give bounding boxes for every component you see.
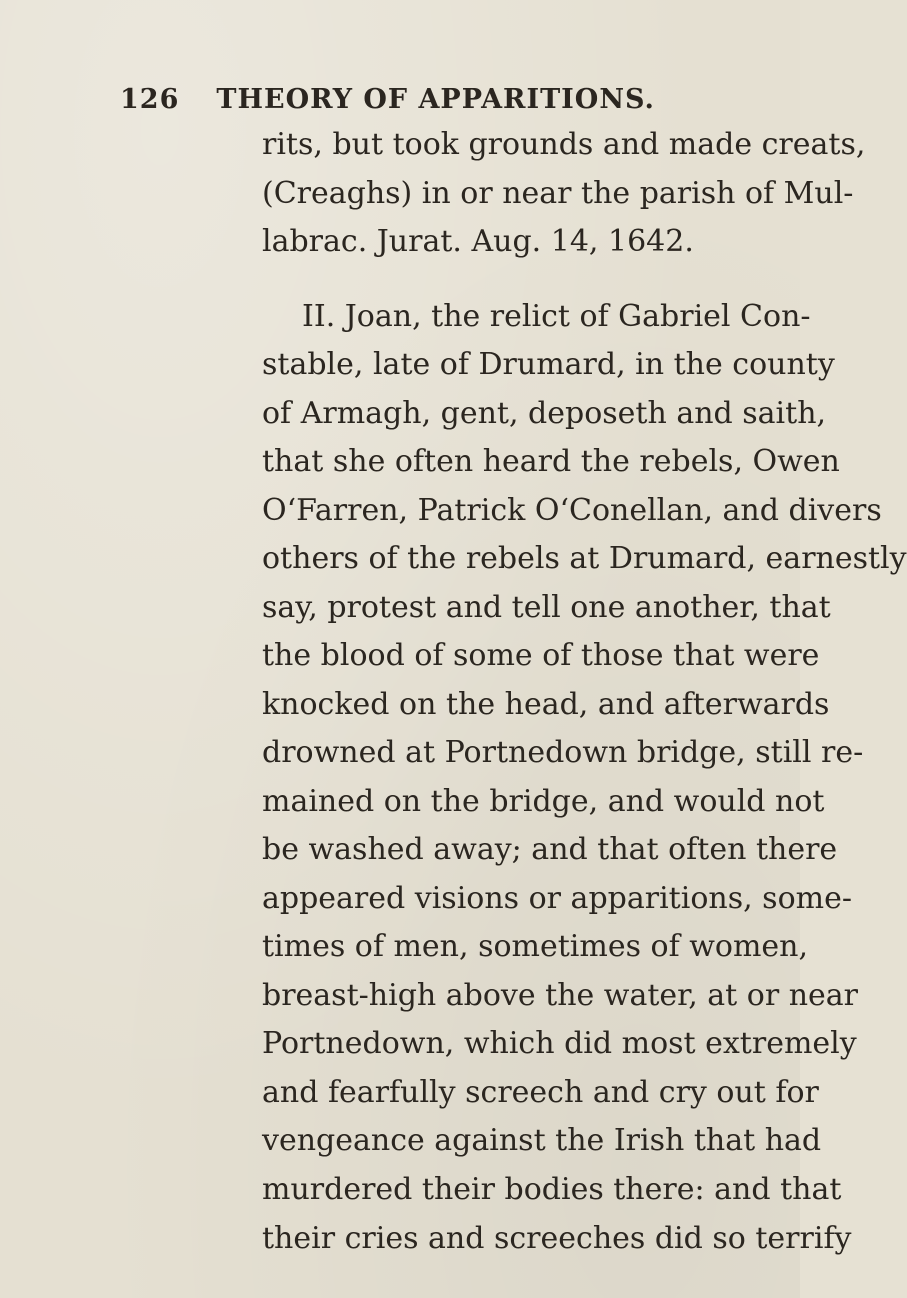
- text-line: their cries and screeches did so terrify: [262, 1220, 852, 1256]
- text-line: labrac. Jurat. Aug. 14, 1642.: [262, 224, 694, 259]
- text-line: times of men, sometimes of women,: [262, 929, 809, 964]
- text-line: mained on the bridge, and would not: [262, 784, 825, 819]
- text-line: rits, but took grounds and made creats,: [262, 127, 866, 162]
- text-line: be washed away; and that often there: [262, 832, 838, 867]
- text-line: of Armagh, gent, deposeth and saith,: [262, 396, 827, 431]
- text-line: others of the rebels at Drumard, earnestly: [262, 541, 907, 576]
- text-line: drowned at Portnedown bridge, still re-: [262, 735, 864, 770]
- text-line: appeared visions or apparitions, some-: [262, 881, 852, 916]
- text-line: vengeance against the Irish that had: [262, 1123, 822, 1158]
- text-line: II. Joan, the relict of Gabriel Con-: [302, 299, 811, 334]
- text-line: breast-high above the water, at or near: [262, 978, 859, 1013]
- text-line: the blood of some of those that were: [262, 638, 820, 673]
- text-line: knocked on the head, and afterwards: [262, 687, 830, 722]
- text-line: say, protest and tell one another, that: [262, 590, 831, 625]
- text-line: stable, late of Drumard, in the county: [262, 347, 835, 382]
- text-line: (Creaghs) in or near the parish of Mul-: [262, 176, 854, 211]
- header-title: THEORY OF APPARITIONS.: [216, 84, 655, 115]
- page-number: 126: [120, 84, 180, 115]
- text-line: that she often heard the rebels, Owen: [262, 444, 840, 479]
- text-line: murdered their bodies there: and that: [262, 1172, 842, 1207]
- text-line: Portnedown, which did most extremely: [262, 1026, 857, 1061]
- text-line: O‘Farren, Patrick O‘Conellan, and divers: [262, 493, 882, 528]
- text-line: and fearfully screech and cry out for: [262, 1075, 819, 1110]
